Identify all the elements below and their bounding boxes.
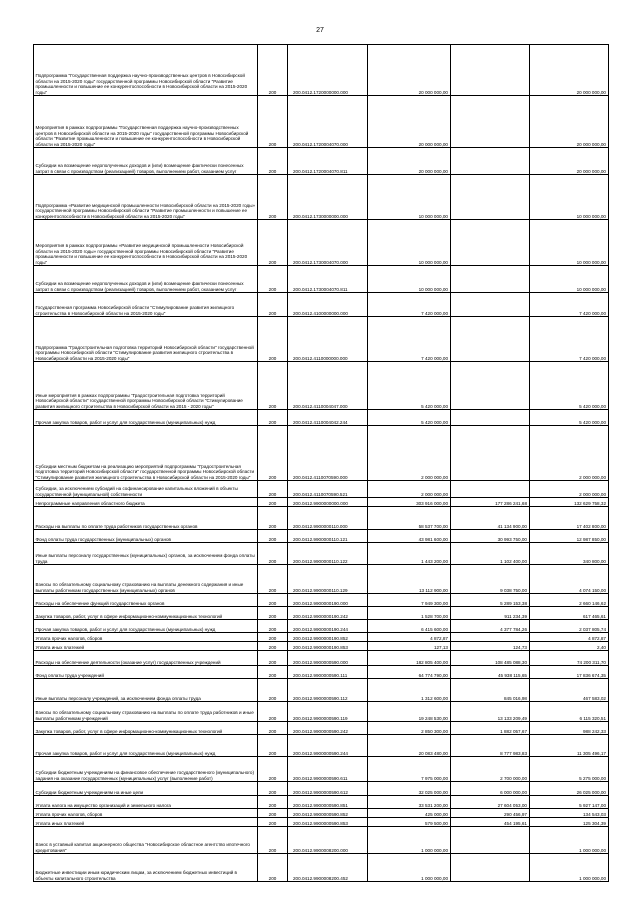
row-name-cell: Закупка товаров, работ, услуг в сфере информационно-коммуникационных технологий <box>34 607 258 620</box>
row-kbk-cell: 200.0412.9900000000.000 <box>288 498 368 507</box>
row-plan-cell: 7 420 000,00 <box>368 317 451 362</box>
row-kbk-cell: 200.0412.9900000190.000 <box>288 594 368 607</box>
row-kbk-cell: 200.0412.9900000590.119 <box>288 702 368 722</box>
row-executed-cell <box>451 633 530 642</box>
table-row <box>34 827 609 854</box>
row-remainder-cell: 10 000 000,00 <box>530 266 609 293</box>
row-name-cell: Фонд оплаты труда учреждений <box>34 666 258 679</box>
row-kbk-cell: 200.0412.9900008200.000 <box>288 827 368 854</box>
row-plan-cell: 579 500,00 <box>368 818 451 827</box>
row-code-cell: 200 <box>258 782 288 796</box>
row-executed-cell: 9 038 750,00 <box>451 565 530 594</box>
row-plan-cell: 43 981 600,00 <box>368 530 451 543</box>
row-name-cell: Расходы на обеспечение функций государственных органов <box>34 594 258 607</box>
row-code-cell: 200 <box>258 507 288 530</box>
row-executed-cell: 30 993 750,00 <box>451 530 530 543</box>
row-kbk-cell: 200.0412.9900000110.121 <box>288 530 368 543</box>
row-executed-cell: 45 938 115,65 <box>451 666 530 679</box>
table-row <box>34 175 609 220</box>
row-remainder-cell: 132 629 758,32 <box>530 498 609 507</box>
row-remainder-cell: 5 927 147,00 <box>530 796 609 809</box>
row-kbk-cell: 200.0412.4110070590.000 <box>288 426 368 481</box>
row-remainder-cell: 5 420 000,00 <box>530 410 609 426</box>
row-executed-cell <box>451 96 530 148</box>
table-row <box>34 293 609 317</box>
row-code-cell: 200 <box>258 594 288 607</box>
row-name-cell: Прочая закупка товаров, работ и услуг для государственных (муниципальных) нужд <box>34 620 258 633</box>
row-name-cell: Закупка товаров, работ, услуг в сфере информационно-коммуникационных технологий <box>34 722 258 735</box>
row-kbk-cell: 200.0412.9900000590.612 <box>288 782 368 796</box>
row-name-cell: Фонд оплаты труда государственных (муниципальных) органов <box>34 530 258 543</box>
row-remainder-cell: 17 836 674,35 <box>530 666 609 679</box>
row-remainder-cell: 2,40 <box>530 642 609 651</box>
row-remainder-cell: 2 037 805,74 <box>530 620 609 633</box>
row-kbk-cell: 200.0412.9900000590.853 <box>288 818 368 827</box>
row-code-cell: 200 <box>258 702 288 722</box>
row-name-cell: Прочая закупка товаров, работ и услуг для государственных (муниципальных) нужд <box>34 735 258 757</box>
table-row <box>34 220 609 266</box>
table-row <box>34 45 609 96</box>
row-plan-cell: 127,13 <box>368 642 451 651</box>
row-remainder-cell: 20 000 000,00 <box>530 148 609 175</box>
table-row <box>34 796 609 809</box>
row-executed-cell <box>451 266 530 293</box>
table-row <box>34 426 609 481</box>
row-executed-cell: 108 485 088,30 <box>451 651 530 666</box>
row-remainder-cell: 10 000 000,00 <box>530 220 609 266</box>
row-executed-cell <box>451 175 530 220</box>
row-plan-cell: 10 000 000,00 <box>368 220 451 266</box>
row-name-cell: Уплата налога на имущество организаций и земельного налога <box>34 796 258 809</box>
row-kbk-cell: 200.0412.9900000590.112 <box>288 679 368 702</box>
row-remainder-cell: 6 115 320,51 <box>530 702 609 722</box>
row-code-cell: 200 <box>258 266 288 293</box>
row-code-cell: 200 <box>258 543 288 565</box>
row-kbk-cell: 200.0412.1730004070.811 <box>288 266 368 293</box>
table-row <box>34 666 609 679</box>
row-name-cell: Взносы по обязательному социальному страхованию на выплаты денежного содержания и иные выплаты работникам государственных (муниципальных) органов <box>34 565 258 594</box>
table-row <box>34 362 609 410</box>
row-name-cell: Иные мероприятия в рамках подпрограммы "Градостроительная подготовка территорий Новосибирской области" государственной программы Новосибирской области "Стимулирование развития жилищного строительства в Новосибирской области на 2015 - 2020 годы" <box>34 362 258 410</box>
row-plan-cell: 20 000 000,00 <box>368 148 451 175</box>
row-kbk-cell: 200.0412.1720000000.000 <box>288 45 368 96</box>
row-remainder-cell: 617 465,61 <box>530 607 609 620</box>
row-executed-cell: 124,73 <box>451 642 530 651</box>
row-kbk-cell: 200.0412.4110004047.000 <box>288 362 368 410</box>
row-executed-cell: 845 016,98 <box>451 679 530 702</box>
row-code-cell: 200 <box>258 620 288 633</box>
row-name-cell: Мероприятия в рамках подпрограммы "Государственная поддержка научно-производственных центров в Новосибирской области на 2015-2020 годы" государственной программы Новосибирской области "Развитие промышленности и повышение ее конкурентоспособности в Новосибирской области на 2015-2020 годы" <box>34 96 258 148</box>
row-code-cell: 200 <box>258 679 288 702</box>
row-plan-cell: 7 420 000,00 <box>368 293 451 317</box>
row-executed-cell <box>451 362 530 410</box>
row-executed-cell: 41 134 900,00 <box>451 507 530 530</box>
row-executed-cell <box>451 426 530 481</box>
row-name-cell: Прочая закупка товаров, работ и услуг для государственных (муниципальных) нужд <box>34 410 258 426</box>
row-executed-cell: 1 102 400,00 <box>451 543 530 565</box>
row-name-cell: Взносы по обязательному социальному страхованию на выплаты по оплате труда работников и иные выплаты работникам учреждений <box>34 702 258 722</box>
row-plan-cell: 5 420 000,00 <box>368 362 451 410</box>
row-plan-cell: 2 000 000,00 <box>368 426 451 481</box>
row-kbk-cell: 200.0412.9900000110.129 <box>288 565 368 594</box>
row-remainder-cell: 125 304,39 <box>530 818 609 827</box>
row-name-cell: Непрограммные направления областного бюджета <box>34 498 258 507</box>
row-executed-cell <box>451 854 530 882</box>
row-remainder-cell: 26 025 000,00 <box>530 782 609 796</box>
row-name-cell: Субсидии бюджетным учреждениям на иные цели <box>34 782 258 796</box>
row-name-cell: Субсидии местным бюджетам на реализацию мероприятий подпрограммы "Градостроительная подготовка территорий Новосибирской области" государственной программы Новосибирской области "Стимулирование развития жилищного строительства в Новосибирской области на 2015-2020 годы" <box>34 426 258 481</box>
row-remainder-cell: 2 000 000,00 <box>530 481 609 498</box>
row-executed-cell: 911 234,39 <box>451 607 530 620</box>
row-code-cell: 200 <box>258 45 288 96</box>
row-kbk-cell: 200.0412.9900000590.611 <box>288 757 368 782</box>
row-code-cell: 200 <box>258 827 288 854</box>
row-kbk-cell: 200.0412.9900000590.242 <box>288 722 368 735</box>
row-plan-cell: 182 805 400,00 <box>368 651 451 666</box>
row-remainder-cell: 17 402 800,00 <box>530 507 609 530</box>
row-name-cell: Взнос в уставный капитал акционерного общества "Новосибирское областное агентство ипотечного кредитования" <box>34 827 258 854</box>
table-row <box>34 507 609 530</box>
row-remainder-cell: 20 000 000,00 <box>530 45 609 96</box>
row-plan-cell: 303 916 000,00 <box>368 498 451 507</box>
row-remainder-cell: 467 583,02 <box>530 679 609 702</box>
row-plan-cell: 20 000 000,00 <box>368 96 451 148</box>
row-executed-cell: 13 133 209,49 <box>451 702 530 722</box>
table-row <box>34 633 609 642</box>
row-kbk-cell: 200.0412.4110004042.244 <box>288 410 368 426</box>
row-plan-cell: 13 112 900,00 <box>368 565 451 594</box>
row-plan-cell: 20 000 000,00 <box>368 45 451 96</box>
row-remainder-cell: 10 000 000,00 <box>530 175 609 220</box>
row-plan-cell: 5 420 000,00 <box>368 410 451 426</box>
row-executed-cell <box>451 410 530 426</box>
row-code-cell: 200 <box>258 317 288 362</box>
row-kbk-cell: 200.0412.9900000110.000 <box>288 507 368 530</box>
row-code-cell: 200 <box>258 530 288 543</box>
table-row <box>34 757 609 782</box>
row-remainder-cell: 340 800,00 <box>530 543 609 565</box>
table-row <box>34 410 609 426</box>
row-name-cell: Государственная программа Новосибирской области "Стимулирование развития жилищного строительства в Новосибирской области на 2015-2020 годы" <box>34 293 258 317</box>
row-code-cell: 200 <box>258 565 288 594</box>
row-executed-cell <box>451 293 530 317</box>
row-remainder-cell: 11 305 496,17 <box>530 735 609 757</box>
row-executed-cell: 1 882 057,67 <box>451 722 530 735</box>
row-name-cell: Субсидии на возмещение недополученных доходов и (или) возмещение фактически понесенных затрат в связи с производством (реализацией) товаров, выполнением работ, оказанием услуг <box>34 148 258 175</box>
row-plan-cell: 1 528 700,00 <box>368 607 451 620</box>
row-remainder-cell: 7 420 000,00 <box>530 317 609 362</box>
row-name-cell: Расходы на обеспечение деятельности (оказание услуг) государственных учреждений <box>34 651 258 666</box>
row-executed-cell: 454 195,61 <box>451 818 530 827</box>
row-remainder-cell: 12 987 850,00 <box>530 530 609 543</box>
row-plan-cell: 7 975 000,00 <box>368 757 451 782</box>
row-name-cell: Подпрограмма "Градостроительная подготовка территорий Новосибирской области" государственной программы Новосибирской области "Стимулирование развития жилищного строительства в Новосибирской области на 2015-2020 годы" <box>34 317 258 362</box>
row-name-cell: Субсидии бюджетным учреждениям на финансовое обеспечение государственного (муниципального) задания на оказание государственных (муниципальных) услуг (выполнение работ) <box>34 757 258 782</box>
row-code-cell: 200 <box>258 96 288 148</box>
row-kbk-cell: 200.0412.9900000110.122 <box>288 543 368 565</box>
row-kbk-cell: 200.0412.1730000000.000 <box>288 175 368 220</box>
row-remainder-cell: 1 000 000,00 <box>530 854 609 882</box>
row-kbk-cell: 200.0412.4110000000.000 <box>288 317 368 362</box>
row-executed-cell <box>451 827 530 854</box>
table-row <box>34 642 609 651</box>
table-row <box>34 594 609 607</box>
table-row <box>34 530 609 543</box>
row-name-cell: Уплата иных платежей <box>34 642 258 651</box>
row-executed-cell: 290 456,97 <box>451 809 530 818</box>
row-kbk-cell: 200.0412.9900008200.452 <box>288 854 368 882</box>
row-code-cell: 200 <box>258 607 288 620</box>
row-executed-cell: 5 289 153,38 <box>451 594 530 607</box>
row-remainder-cell: 4 074 150,00 <box>530 565 609 594</box>
row-remainder-cell: 1 000 000,00 <box>530 827 609 854</box>
row-code-cell: 200 <box>258 293 288 317</box>
row-plan-cell: 33 531 200,00 <box>368 796 451 809</box>
row-plan-cell: 20 083 480,00 <box>368 735 451 757</box>
row-name-cell: Мероприятия в рамках подпрограммы «Развитие медицинской промышленности Новосибирской области на 2015-2020 годы» государственной программы Новосибирской области "Развитие промышленности и повышение ее конкурентоспособности в Новосибирской области на 2015-2020 годы" <box>34 220 258 266</box>
table-row <box>34 782 609 796</box>
row-remainder-cell: 4 872,87 <box>530 633 609 642</box>
table-row <box>34 651 609 666</box>
row-code-cell: 200 <box>258 220 288 266</box>
row-name-cell: Субсидии, за исключением субсидий на софинансирование капитальных вложений в объекты государственной (муниципальной) собственности <box>34 481 258 498</box>
row-name-cell: Уплата прочих налогов, сборов <box>34 633 258 642</box>
row-executed-cell <box>451 220 530 266</box>
table-row <box>34 735 609 757</box>
row-remainder-cell: 20 000 000,00 <box>530 96 609 148</box>
row-plan-cell: 2 000 000,00 <box>368 481 451 498</box>
row-kbk-cell: 200.0412.4110070590.521 <box>288 481 368 498</box>
row-kbk-cell: 200.0412.9900000190.242 <box>288 607 368 620</box>
row-plan-cell: 58 537 700,00 <box>368 507 451 530</box>
row-code-cell: 200 <box>258 854 288 882</box>
row-code-cell: 200 <box>258 498 288 507</box>
row-name-cell: Иные выплаты персоналу учреждений, за исключением фонда оплаты труда <box>34 679 258 702</box>
row-kbk-cell: 200.0412.9900000590.852 <box>288 809 368 818</box>
row-name-cell: Подпрограмма «Развитие медицинской промышленности Новосибирской области на 2015-2020 годы» государственной программы Новосибирской области "Развитие промышленности и повышение ее конкурентоспособности в Новосибирской области на 2015-2020 годы" <box>34 175 258 220</box>
row-kbk-cell: 200.0412.4100000000.000 <box>288 293 368 317</box>
row-code-cell: 200 <box>258 481 288 498</box>
row-name-cell: Бюджетные инвестиции иным юридическим лицам, за исключением бюджетных инвестиций в объекты капитального строительства <box>34 854 258 882</box>
row-name-cell: Уплата иных платежей <box>34 818 258 827</box>
table-row <box>34 702 609 722</box>
row-code-cell: 200 <box>258 666 288 679</box>
row-plan-cell: 425 000,00 <box>368 809 451 818</box>
table-row <box>34 809 609 818</box>
row-remainder-cell: 5 275 000,00 <box>530 757 609 782</box>
table-row <box>34 481 609 498</box>
table-row <box>34 854 609 882</box>
row-remainder-cell: 5 420 000,00 <box>530 362 609 410</box>
row-plan-cell: 64 774 790,00 <box>368 666 451 679</box>
row-executed-cell <box>451 317 530 362</box>
row-code-cell: 200 <box>258 796 288 809</box>
row-kbk-cell: 200.0412.9900000190.853 <box>288 642 368 651</box>
row-code-cell: 200 <box>258 410 288 426</box>
row-executed-cell <box>451 481 530 498</box>
row-plan-cell: 32 025 000,00 <box>368 782 451 796</box>
row-kbk-cell: 200.0412.1720004070.000 <box>288 96 368 148</box>
row-name-cell: Субсидии на возмещение недополученных доходов и (или) возмещение фактически понесенных затрат в связи с производством (реализацией) товаров, выполнением работ, оказанием услуг <box>34 266 258 293</box>
row-plan-cell: 1 000 000,00 <box>368 854 451 882</box>
row-executed-cell <box>451 148 530 175</box>
row-executed-cell: 4 377 784,26 <box>451 620 530 633</box>
row-plan-cell: 10 000 000,00 <box>368 266 451 293</box>
row-name-cell: Расходы на выплаты по оплате труда работников государственных органов <box>34 507 258 530</box>
row-kbk-cell: 200.0412.9900000190.852 <box>288 633 368 642</box>
row-code-cell: 200 <box>258 633 288 642</box>
row-executed-cell: 2 700 000,00 <box>451 757 530 782</box>
row-plan-cell: 4 872,87 <box>368 633 451 642</box>
row-executed-cell: 27 604 053,00 <box>451 796 530 809</box>
row-kbk-cell: 200.0412.9900000190.244 <box>288 620 368 633</box>
row-code-cell: 200 <box>258 757 288 782</box>
row-name-cell: Подпрограмма "Государственная поддержка научно-производственных центров в Новосибирской области на 2015-2020 годы" государственной программы Новосибирской области "Развитие промышленности и повышение ее конкурентоспособности в Новосибирской области на 2015-2020 годы" <box>34 45 258 96</box>
row-code-cell: 200 <box>258 722 288 735</box>
table-row <box>34 498 609 507</box>
row-kbk-cell: 200.0412.9900000590.851 <box>288 796 368 809</box>
row-plan-cell: 7 949 300,00 <box>368 594 451 607</box>
table-row <box>34 818 609 827</box>
row-remainder-cell: 988 242,33 <box>530 722 609 735</box>
row-remainder-cell: 134 543,03 <box>530 809 609 818</box>
row-code-cell: 200 <box>258 651 288 666</box>
row-plan-cell: 1 312 600,00 <box>368 679 451 702</box>
row-executed-cell: 6 000 000,00 <box>451 782 530 796</box>
row-plan-cell: 1 000 000,00 <box>368 827 451 854</box>
row-plan-cell: 1 443 200,00 <box>368 543 451 565</box>
row-code-cell: 200 <box>258 809 288 818</box>
row-code-cell: 200 <box>258 426 288 481</box>
table-row <box>34 565 609 594</box>
row-code-cell: 200 <box>258 362 288 410</box>
table-row <box>34 607 609 620</box>
row-kbk-cell: 200.0412.1730004070.000 <box>288 220 368 266</box>
row-remainder-cell: 7 420 000,00 <box>530 293 609 317</box>
row-plan-cell: 19 248 530,00 <box>368 702 451 722</box>
row-kbk-cell: 200.0412.9900000590.111 <box>288 666 368 679</box>
row-executed-cell: 177 286 241,68 <box>451 498 530 507</box>
row-kbk-cell: 200.0412.9900000590.244 <box>288 735 368 757</box>
row-code-cell: 200 <box>258 642 288 651</box>
table-row <box>34 543 609 565</box>
row-code-cell: 200 <box>258 175 288 220</box>
table-row <box>34 317 609 362</box>
row-name-cell: Уплата прочих налогов, сборов <box>34 809 258 818</box>
row-kbk-cell: 200.0412.1720004070.811 <box>288 148 368 175</box>
table-row <box>34 722 609 735</box>
budget-table <box>33 44 609 882</box>
row-name-cell: Иные выплаты персоналу государственных (муниципальных) органов, за исключением фонда оплаты труда <box>34 543 258 565</box>
row-remainder-cell: 2 000 000,00 <box>530 426 609 481</box>
row-plan-cell: 10 000 000,00 <box>368 175 451 220</box>
row-plan-cell: 6 415 600,00 <box>368 620 451 633</box>
row-remainder-cell: 74 200 311,70 <box>530 651 609 666</box>
row-executed-cell: 8 777 983,83 <box>451 735 530 757</box>
table-row <box>34 620 609 633</box>
row-code-cell: 200 <box>258 818 288 827</box>
table-row <box>34 96 609 148</box>
table-row <box>34 266 609 293</box>
table-row <box>34 148 609 175</box>
page-number: 27 <box>316 27 324 34</box>
row-executed-cell <box>451 45 530 96</box>
row-code-cell: 200 <box>258 735 288 757</box>
row-kbk-cell: 200.0412.9900000590.000 <box>288 651 368 666</box>
row-code-cell: 200 <box>258 148 288 175</box>
row-plan-cell: 2 850 300,00 <box>368 722 451 735</box>
row-remainder-cell: 2 660 146,62 <box>530 594 609 607</box>
table-row <box>34 679 609 702</box>
